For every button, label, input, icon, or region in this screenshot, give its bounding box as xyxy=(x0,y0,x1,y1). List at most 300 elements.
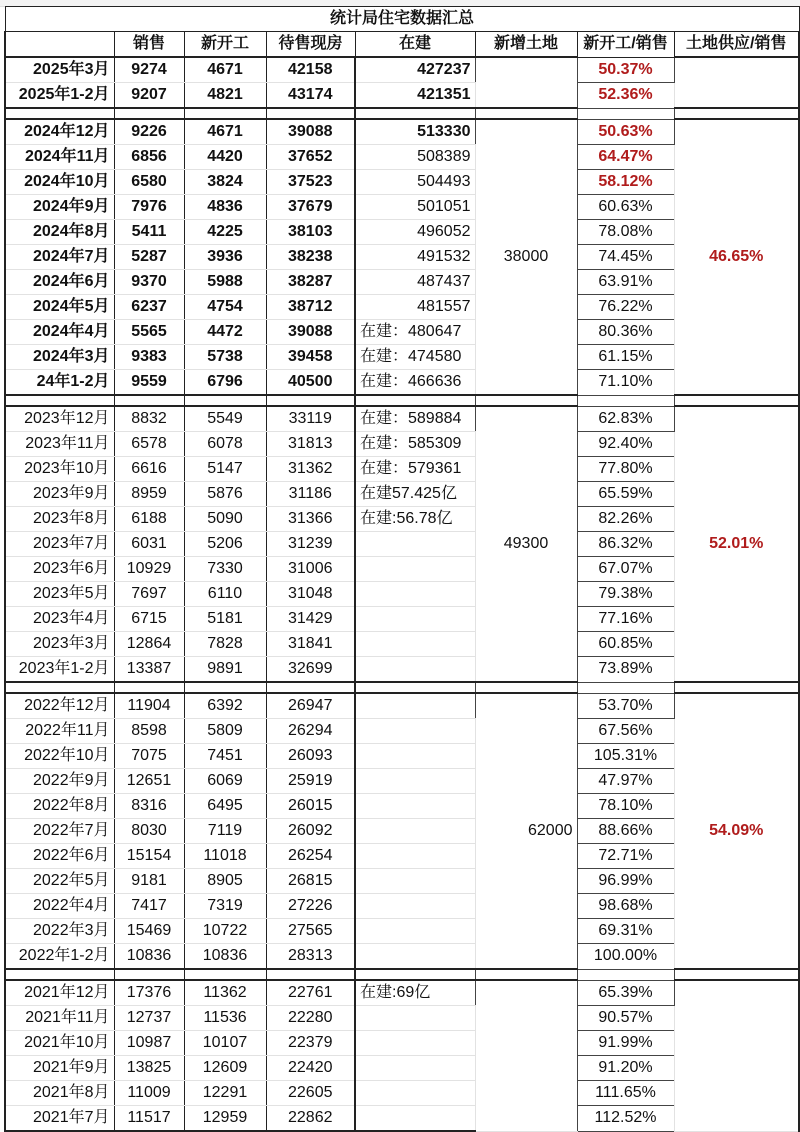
new-start-cell[interactable]: 10107 xyxy=(184,1031,266,1056)
under-construction-cell[interactable]: 501051 xyxy=(355,195,475,220)
newstart-sales-ratio-cell[interactable]: 76.22% xyxy=(577,295,674,320)
empty-cell[interactable] xyxy=(266,682,355,693)
new-start-cell[interactable]: 5988 xyxy=(184,270,266,295)
under-construction-cell[interactable] xyxy=(355,944,475,970)
new-start-cell[interactable]: 6495 xyxy=(184,794,266,819)
month-cell[interactable]: 2022年1-2月 xyxy=(5,944,114,970)
new-land-cell[interactable]: 49300 xyxy=(475,406,577,682)
month-cell[interactable]: 2022年3月 xyxy=(5,919,114,944)
month-cell[interactable]: 2024年6月 xyxy=(5,270,114,295)
newstart-sales-ratio-cell[interactable]: 65.39% xyxy=(577,980,674,1006)
unsold-cell[interactable]: 43174 xyxy=(266,83,355,109)
empty-cell[interactable] xyxy=(475,969,577,980)
empty-cell[interactable] xyxy=(577,395,674,406)
newstart-sales-ratio-cell[interactable]: 60.63% xyxy=(577,195,674,220)
header-newstart-sales-ratio[interactable]: 新开工/销售 xyxy=(577,32,674,58)
month-cell[interactable]: 2022年11月 xyxy=(5,719,114,744)
new-start-cell[interactable]: 6110 xyxy=(184,582,266,607)
new-start-cell[interactable]: 4754 xyxy=(184,295,266,320)
empty-cell[interactable] xyxy=(5,395,114,406)
new-start-cell[interactable]: 12959 xyxy=(184,1106,266,1132)
empty-cell[interactable] xyxy=(577,969,674,980)
unsold-cell[interactable]: 26254 xyxy=(266,844,355,869)
header-unsold[interactable]: 待售现房 xyxy=(266,32,355,58)
newstart-sales-ratio-cell[interactable]: 77.16% xyxy=(577,607,674,632)
new-start-cell[interactable]: 10836 xyxy=(184,944,266,970)
month-cell[interactable]: 2024年11月 xyxy=(5,145,114,170)
sales-cell[interactable]: 8316 xyxy=(114,794,184,819)
unsold-cell[interactable]: 33119 xyxy=(266,406,355,432)
new-start-cell[interactable]: 7828 xyxy=(184,632,266,657)
unsold-cell[interactable]: 37523 xyxy=(266,170,355,195)
empty-cell[interactable] xyxy=(184,108,266,119)
under-construction-cell[interactable]: 在建：585309 xyxy=(355,432,475,457)
month-cell[interactable]: 2021年9月 xyxy=(5,1056,114,1081)
land-sales-ratio-cell[interactable]: 54.09% xyxy=(674,693,799,969)
header-under-construction[interactable]: 在建 xyxy=(355,32,475,58)
month-cell[interactable]: 2022年7月 xyxy=(5,819,114,844)
new-start-cell[interactable]: 7451 xyxy=(184,744,266,769)
unsold-cell[interactable]: 26092 xyxy=(266,819,355,844)
month-cell[interactable]: 2023年11月 xyxy=(5,432,114,457)
month-cell[interactable]: 2024年9月 xyxy=(5,195,114,220)
unsold-cell[interactable]: 22761 xyxy=(266,980,355,1006)
header-land-sales-ratio[interactable]: 土地供应/销售 xyxy=(674,32,799,58)
newstart-sales-ratio-cell[interactable]: 62.83% xyxy=(577,406,674,432)
under-construction-cell[interactable] xyxy=(355,532,475,557)
under-construction-cell[interactable]: 496052 xyxy=(355,220,475,245)
month-cell[interactable]: 2022年4月 xyxy=(5,894,114,919)
under-construction-cell[interactable] xyxy=(355,769,475,794)
unsold-cell[interactable]: 38238 xyxy=(266,245,355,270)
unsold-cell[interactable]: 38712 xyxy=(266,295,355,320)
unsold-cell[interactable]: 31366 xyxy=(266,507,355,532)
new-start-cell[interactable]: 3936 xyxy=(184,245,266,270)
sales-cell[interactable]: 6616 xyxy=(114,457,184,482)
unsold-cell[interactable]: 31006 xyxy=(266,557,355,582)
empty-cell[interactable] xyxy=(674,969,799,980)
sales-cell[interactable]: 8832 xyxy=(114,406,184,432)
empty-cell[interactable] xyxy=(114,108,184,119)
new-start-cell[interactable]: 11536 xyxy=(184,1006,266,1031)
newstart-sales-ratio-cell[interactable]: 79.38% xyxy=(577,582,674,607)
empty-cell[interactable] xyxy=(674,108,799,119)
under-construction-cell[interactable]: 在建：579361 xyxy=(355,457,475,482)
sales-cell[interactable]: 9559 xyxy=(114,370,184,396)
under-construction-cell[interactable] xyxy=(355,582,475,607)
table-row xyxy=(5,57,799,83)
land-sales-ratio-cell[interactable]: 46.65% xyxy=(674,119,799,395)
under-construction-cell[interactable] xyxy=(355,657,475,683)
month-cell[interactable]: 2022年5月 xyxy=(5,869,114,894)
unsold-cell[interactable]: 39458 xyxy=(266,345,355,370)
sales-cell[interactable]: 11517 xyxy=(114,1106,184,1132)
newstart-sales-ratio-cell[interactable]: 77.80% xyxy=(577,457,674,482)
unsold-cell[interactable]: 32699 xyxy=(266,657,355,683)
under-construction-cell[interactable]: 508389 xyxy=(355,145,475,170)
under-construction-cell[interactable] xyxy=(355,719,475,744)
unsold-cell[interactable]: 40500 xyxy=(266,370,355,396)
month-cell[interactable]: 2022年6月 xyxy=(5,844,114,869)
under-construction-cell[interactable] xyxy=(355,1031,475,1056)
empty-cell[interactable] xyxy=(5,682,114,693)
new-start-cell[interactable]: 4420 xyxy=(184,145,266,170)
under-construction-cell[interactable]: 427237 xyxy=(355,57,475,83)
month-cell[interactable]: 2023年5月 xyxy=(5,582,114,607)
section-separator-row xyxy=(5,108,799,119)
new-start-cell[interactable]: 6069 xyxy=(184,769,266,794)
new-land-cell[interactable]: 62000 xyxy=(475,693,577,969)
empty-cell[interactable] xyxy=(577,682,674,693)
month-cell[interactable]: 2024年10月 xyxy=(5,170,114,195)
newstart-sales-ratio-cell[interactable]: 88.66% xyxy=(577,819,674,844)
unsold-cell[interactable]: 37652 xyxy=(266,145,355,170)
new-start-cell[interactable]: 6078 xyxy=(184,432,266,457)
header-month[interactable] xyxy=(5,32,114,58)
empty-cell[interactable] xyxy=(5,108,114,119)
newstart-sales-ratio-cell[interactable]: 105.31% xyxy=(577,744,674,769)
month-cell[interactable]: 2024年5月 xyxy=(5,295,114,320)
sales-cell[interactable]: 8598 xyxy=(114,719,184,744)
newstart-sales-ratio-cell[interactable]: 78.08% xyxy=(577,220,674,245)
newstart-sales-ratio-cell[interactable]: 74.45% xyxy=(577,245,674,270)
under-construction-cell[interactable] xyxy=(355,557,475,582)
under-construction-cell[interactable] xyxy=(355,1056,475,1081)
newstart-sales-ratio-cell[interactable]: 86.32% xyxy=(577,532,674,557)
empty-cell[interactable] xyxy=(266,969,355,980)
new-start-cell[interactable]: 5549 xyxy=(184,406,266,432)
month-cell[interactable]: 2023年6月 xyxy=(5,557,114,582)
newstart-sales-ratio-cell[interactable]: 47.97% xyxy=(577,769,674,794)
newstart-sales-ratio-cell[interactable]: 63.91% xyxy=(577,270,674,295)
newstart-sales-ratio-cell[interactable]: 96.99% xyxy=(577,869,674,894)
sales-cell[interactable]: 9207 xyxy=(114,83,184,109)
under-construction-cell[interactable]: 481557 xyxy=(355,295,475,320)
unsold-cell[interactable]: 39088 xyxy=(266,119,355,145)
new-start-cell[interactable]: 7119 xyxy=(184,819,266,844)
under-construction-cell[interactable] xyxy=(355,919,475,944)
sales-cell[interactable]: 9226 xyxy=(114,119,184,145)
new-start-cell[interactable]: 9891 xyxy=(184,657,266,683)
under-construction-cell[interactable]: 在建:69亿 xyxy=(355,980,475,1006)
month-cell[interactable]: 2024年4月 xyxy=(5,320,114,345)
unsold-cell[interactable]: 37679 xyxy=(266,195,355,220)
newstart-sales-ratio-cell[interactable]: 111.65% xyxy=(577,1081,674,1106)
new-land-cell[interactable]: 38000 xyxy=(475,119,577,395)
unsold-cell[interactable]: 31841 xyxy=(266,632,355,657)
sales-cell[interactable]: 9370 xyxy=(114,270,184,295)
unsold-cell[interactable]: 26093 xyxy=(266,744,355,769)
under-construction-cell[interactable]: 在建：480647 xyxy=(355,320,475,345)
under-construction-cell[interactable] xyxy=(355,632,475,657)
month-cell[interactable]: 2023年8月 xyxy=(5,507,114,532)
month-cell[interactable]: 2021年11月 xyxy=(5,1006,114,1031)
new-start-cell[interactable]: 11362 xyxy=(184,980,266,1006)
sales-cell[interactable]: 10836 xyxy=(114,944,184,970)
new-land-cell[interactable] xyxy=(475,57,577,108)
section-separator-row xyxy=(5,682,799,693)
unsold-cell[interactable]: 27565 xyxy=(266,919,355,944)
newstart-sales-ratio-cell[interactable]: 65.59% xyxy=(577,482,674,507)
under-construction-cell[interactable]: 在建:56.78亿 xyxy=(355,507,475,532)
newstart-sales-ratio-cell[interactable]: 50.63% xyxy=(577,119,674,145)
newstart-sales-ratio-cell[interactable]: 53.70% xyxy=(577,693,674,719)
empty-cell[interactable] xyxy=(184,395,266,406)
month-cell[interactable]: 24年1-2月 xyxy=(5,370,114,396)
newstart-sales-ratio-cell[interactable]: 69.31% xyxy=(577,919,674,944)
unsold-cell[interactable]: 25919 xyxy=(266,769,355,794)
new-start-cell[interactable]: 12609 xyxy=(184,1056,266,1081)
unsold-cell[interactable]: 38287 xyxy=(266,270,355,295)
newstart-sales-ratio-cell[interactable]: 100.00% xyxy=(577,944,674,970)
unsold-cell[interactable]: 39088 xyxy=(266,320,355,345)
newstart-sales-ratio-cell[interactable]: 60.85% xyxy=(577,632,674,657)
sales-cell[interactable]: 7417 xyxy=(114,894,184,919)
new-start-cell[interactable]: 4472 xyxy=(184,320,266,345)
month-cell[interactable]: 2023年7月 xyxy=(5,532,114,557)
sales-cell[interactable]: 15154 xyxy=(114,844,184,869)
month-cell[interactable]: 2022年9月 xyxy=(5,769,114,794)
newstart-sales-ratio-cell[interactable]: 90.57% xyxy=(577,1006,674,1031)
under-construction-cell[interactable]: 513330 xyxy=(355,119,475,145)
sales-cell[interactable]: 13825 xyxy=(114,1056,184,1081)
empty-cell[interactable] xyxy=(184,682,266,693)
empty-cell[interactable] xyxy=(355,108,475,119)
sales-cell[interactable]: 12651 xyxy=(114,769,184,794)
newstart-sales-ratio-cell[interactable]: 91.99% xyxy=(577,1031,674,1056)
empty-cell[interactable] xyxy=(355,969,475,980)
newstart-sales-ratio-cell[interactable]: 82.26% xyxy=(577,507,674,532)
newstart-sales-ratio-cell[interactable]: 92.40% xyxy=(577,432,674,457)
new-start-cell[interactable]: 5206 xyxy=(184,532,266,557)
empty-cell[interactable] xyxy=(114,969,184,980)
newstart-sales-ratio-cell[interactable]: 67.56% xyxy=(577,719,674,744)
new-start-cell[interactable]: 10722 xyxy=(184,919,266,944)
unsold-cell[interactable]: 31362 xyxy=(266,457,355,482)
unsold-cell[interactable]: 31048 xyxy=(266,582,355,607)
sales-cell[interactable]: 6856 xyxy=(114,145,184,170)
new-start-cell[interactable]: 4836 xyxy=(184,195,266,220)
under-construction-cell[interactable] xyxy=(355,744,475,769)
sales-cell[interactable]: 7075 xyxy=(114,744,184,769)
sales-cell[interactable]: 11009 xyxy=(114,1081,184,1106)
table-title[interactable]: 统计局住宅数据汇总 xyxy=(5,7,799,32)
month-cell[interactable]: 2024年12月 xyxy=(5,119,114,145)
sales-cell[interactable]: 6715 xyxy=(114,607,184,632)
empty-cell[interactable] xyxy=(577,108,674,119)
new-start-cell[interactable]: 5090 xyxy=(184,507,266,532)
month-cell[interactable]: 2024年7月 xyxy=(5,245,114,270)
empty-cell[interactable] xyxy=(475,395,577,406)
unsold-cell[interactable]: 31429 xyxy=(266,607,355,632)
under-construction-cell[interactable]: 421351 xyxy=(355,83,475,109)
new-land-cell[interactable] xyxy=(475,980,577,1131)
sales-cell[interactable]: 9181 xyxy=(114,869,184,894)
new-start-cell[interactable]: 5181 xyxy=(184,607,266,632)
empty-cell[interactable] xyxy=(114,395,184,406)
land-sales-ratio-cell[interactable] xyxy=(674,980,799,1131)
empty-cell[interactable] xyxy=(266,108,355,119)
unsold-cell[interactable]: 31239 xyxy=(266,532,355,557)
empty-cell[interactable] xyxy=(266,395,355,406)
newstart-sales-ratio-cell[interactable]: 67.07% xyxy=(577,557,674,582)
empty-cell[interactable] xyxy=(5,969,114,980)
sales-cell[interactable]: 6580 xyxy=(114,170,184,195)
empty-cell[interactable] xyxy=(674,682,799,693)
sales-cell[interactable]: 7976 xyxy=(114,195,184,220)
new-start-cell[interactable]: 8905 xyxy=(184,869,266,894)
month-cell[interactable]: 2024年8月 xyxy=(5,220,114,245)
unsold-cell[interactable]: 27226 xyxy=(266,894,355,919)
newstart-sales-ratio-cell[interactable]: 91.20% xyxy=(577,1056,674,1081)
month-cell[interactable]: 2021年10月 xyxy=(5,1031,114,1056)
header-new-start[interactable]: 新开工 xyxy=(184,32,266,58)
under-construction-cell[interactable] xyxy=(355,607,475,632)
unsold-cell[interactable]: 22862 xyxy=(266,1106,355,1132)
new-start-cell[interactable]: 6796 xyxy=(184,370,266,396)
unsold-cell[interactable]: 22605 xyxy=(266,1081,355,1106)
sales-cell[interactable]: 15469 xyxy=(114,919,184,944)
month-cell[interactable]: 2025年3月 xyxy=(5,57,114,83)
new-start-cell[interactable]: 11018 xyxy=(184,844,266,869)
sales-cell[interactable]: 12864 xyxy=(114,632,184,657)
under-construction-cell[interactable] xyxy=(355,819,475,844)
under-construction-cell[interactable] xyxy=(355,693,475,719)
sales-cell[interactable]: 10929 xyxy=(114,557,184,582)
sales-cell[interactable]: 17376 xyxy=(114,980,184,1006)
unsold-cell[interactable]: 26294 xyxy=(266,719,355,744)
newstart-sales-ratio-cell[interactable]: 64.47% xyxy=(577,145,674,170)
new-start-cell[interactable]: 4671 xyxy=(184,57,266,83)
new-start-cell[interactable]: 5147 xyxy=(184,457,266,482)
month-cell[interactable]: 2021年7月 xyxy=(5,1106,114,1132)
new-start-cell[interactable]: 4671 xyxy=(184,119,266,145)
empty-cell[interactable] xyxy=(475,108,577,119)
empty-cell[interactable] xyxy=(475,682,577,693)
new-start-cell[interactable]: 4821 xyxy=(184,83,266,109)
unsold-cell[interactable]: 38103 xyxy=(266,220,355,245)
under-construction-cell[interactable]: 487437 xyxy=(355,270,475,295)
month-cell[interactable]: 2022年8月 xyxy=(5,794,114,819)
sales-cell[interactable]: 8959 xyxy=(114,482,184,507)
sales-cell[interactable]: 10987 xyxy=(114,1031,184,1056)
under-construction-cell[interactable]: 491532 xyxy=(355,245,475,270)
month-cell[interactable]: 2023年9月 xyxy=(5,482,114,507)
under-construction-cell[interactable]: 在建：466636 xyxy=(355,370,475,396)
newstart-sales-ratio-cell[interactable]: 71.10% xyxy=(577,370,674,396)
unsold-cell[interactable]: 28313 xyxy=(266,944,355,970)
empty-cell[interactable] xyxy=(114,682,184,693)
under-construction-cell[interactable] xyxy=(355,794,475,819)
newstart-sales-ratio-cell[interactable]: 58.12% xyxy=(577,170,674,195)
unsold-cell[interactable]: 26815 xyxy=(266,869,355,894)
new-start-cell[interactable]: 6392 xyxy=(184,693,266,719)
unsold-cell[interactable]: 26947 xyxy=(266,693,355,719)
sales-cell[interactable]: 5565 xyxy=(114,320,184,345)
header-sales[interactable]: 销售 xyxy=(114,32,184,58)
new-start-cell[interactable]: 12291 xyxy=(184,1081,266,1106)
month-cell[interactable]: 2024年3月 xyxy=(5,345,114,370)
empty-cell[interactable] xyxy=(184,969,266,980)
new-start-cell[interactable]: 5876 xyxy=(184,482,266,507)
month-cell[interactable]: 2023年1-2月 xyxy=(5,657,114,683)
newstart-sales-ratio-cell[interactable]: 80.36% xyxy=(577,320,674,345)
unsold-cell[interactable]: 22420 xyxy=(266,1056,355,1081)
month-cell[interactable]: 2022年10月 xyxy=(5,744,114,769)
month-cell[interactable]: 2023年4月 xyxy=(5,607,114,632)
under-construction-cell[interactable]: 504493 xyxy=(355,170,475,195)
new-start-cell[interactable]: 7330 xyxy=(184,557,266,582)
unsold-cell[interactable]: 42158 xyxy=(266,57,355,83)
sales-cell[interactable]: 5411 xyxy=(114,220,184,245)
sales-cell[interactable]: 8030 xyxy=(114,819,184,844)
newstart-sales-ratio-cell[interactable]: 72.71% xyxy=(577,844,674,869)
newstart-sales-ratio-cell[interactable]: 98.68% xyxy=(577,894,674,919)
newstart-sales-ratio-cell[interactable]: 112.52% xyxy=(577,1106,674,1132)
month-cell[interactable]: 2022年12月 xyxy=(5,693,114,719)
under-construction-cell[interactable] xyxy=(355,1106,475,1132)
newstart-sales-ratio-cell[interactable]: 52.36% xyxy=(577,83,674,109)
newstart-sales-ratio-cell[interactable]: 73.89% xyxy=(577,657,674,683)
new-start-cell[interactable]: 3824 xyxy=(184,170,266,195)
sales-cell[interactable]: 13387 xyxy=(114,657,184,683)
unsold-cell[interactable]: 22379 xyxy=(266,1031,355,1056)
sales-cell[interactable]: 9383 xyxy=(114,345,184,370)
under-construction-cell[interactable]: 在建：589884 xyxy=(355,406,475,432)
under-construction-cell[interactable] xyxy=(355,869,475,894)
new-start-cell[interactable]: 4225 xyxy=(184,220,266,245)
land-sales-ratio-cell[interactable]: 52.01% xyxy=(674,406,799,682)
land-sales-ratio-cell[interactable] xyxy=(674,57,799,108)
under-construction-cell[interactable] xyxy=(355,1081,475,1106)
month-cell[interactable]: 2023年3月 xyxy=(5,632,114,657)
unsold-cell[interactable]: 31186 xyxy=(266,482,355,507)
unsold-cell[interactable]: 31813 xyxy=(266,432,355,457)
sales-cell[interactable]: 6188 xyxy=(114,507,184,532)
empty-cell[interactable] xyxy=(355,682,475,693)
sales-cell[interactable]: 11904 xyxy=(114,693,184,719)
unsold-cell[interactable]: 26015 xyxy=(266,794,355,819)
sales-cell[interactable]: 6031 xyxy=(114,532,184,557)
new-start-cell[interactable]: 7319 xyxy=(184,894,266,919)
under-construction-cell[interactable] xyxy=(355,1006,475,1031)
month-cell[interactable]: 2021年8月 xyxy=(5,1081,114,1106)
month-cell[interactable]: 2021年12月 xyxy=(5,980,114,1006)
header-new-land[interactable]: 新增土地 xyxy=(475,32,577,58)
new-start-cell[interactable]: 5738 xyxy=(184,345,266,370)
month-cell[interactable]: 2023年12月 xyxy=(5,406,114,432)
sales-cell[interactable]: 9274 xyxy=(114,57,184,83)
newstart-sales-ratio-cell[interactable]: 50.37% xyxy=(577,57,674,83)
sales-cell[interactable]: 7697 xyxy=(114,582,184,607)
newstart-sales-ratio-cell[interactable]: 78.10% xyxy=(577,794,674,819)
sales-cell[interactable]: 5287 xyxy=(114,245,184,270)
under-construction-cell[interactable]: 在建57.425亿 xyxy=(355,482,475,507)
new-start-cell[interactable]: 5809 xyxy=(184,719,266,744)
month-cell[interactable]: 2025年1-2月 xyxy=(5,83,114,109)
empty-cell[interactable] xyxy=(674,395,799,406)
empty-cell[interactable] xyxy=(355,395,475,406)
under-construction-cell[interactable]: 在建：474580 xyxy=(355,345,475,370)
under-construction-cell[interactable] xyxy=(355,844,475,869)
sales-cell[interactable]: 12737 xyxy=(114,1006,184,1031)
under-construction-cell[interactable] xyxy=(355,894,475,919)
sales-cell[interactable]: 6578 xyxy=(114,432,184,457)
sales-cell[interactable]: 6237 xyxy=(114,295,184,320)
unsold-cell[interactable]: 22280 xyxy=(266,1006,355,1031)
month-cell[interactable]: 2023年10月 xyxy=(5,457,114,482)
newstart-sales-ratio-cell[interactable]: 61.15% xyxy=(577,345,674,370)
